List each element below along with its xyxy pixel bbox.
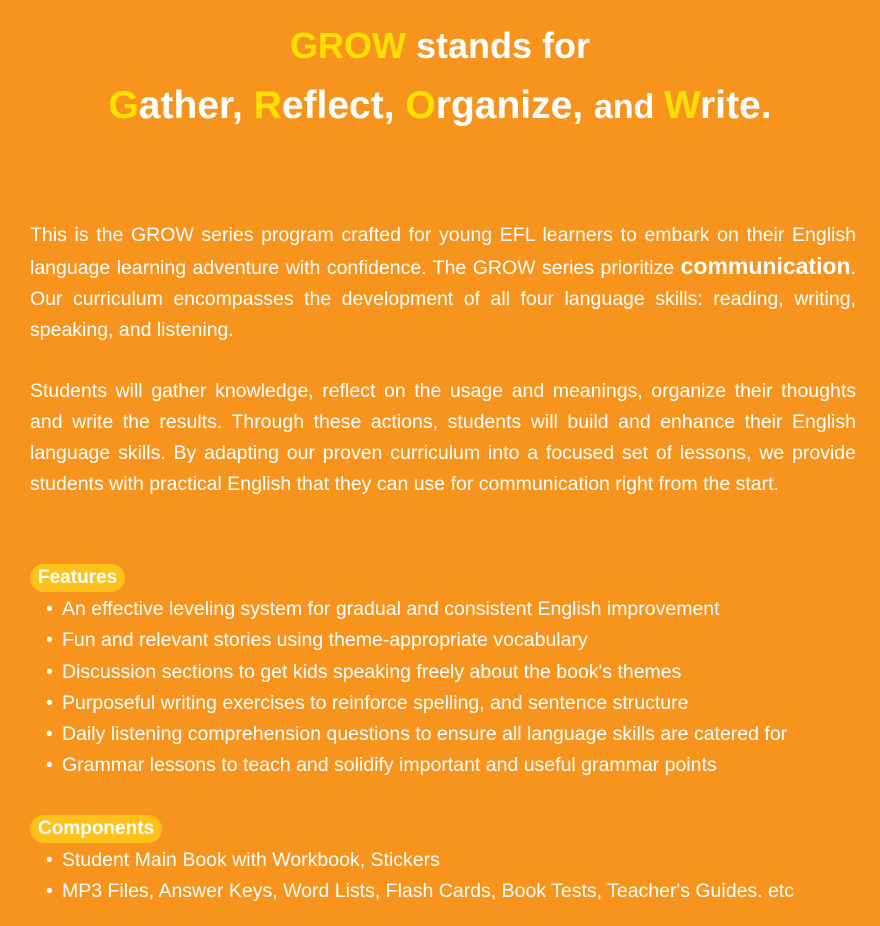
list-item — [46, 594, 787, 625]
feature-text: Discussion sections to get kids speaking freely about the book's themes — [62, 660, 682, 683]
title-line-2 — [0, 80, 880, 133]
bullet-icon: • — [46, 754, 53, 777]
title-word-gather: ather, — [138, 84, 254, 127]
components-heading: Components — [30, 815, 162, 843]
features-list — [46, 594, 787, 782]
bullet-icon: • — [46, 723, 53, 746]
list-item — [46, 625, 787, 656]
title-word-organize: rganize, — [435, 84, 594, 127]
list-item — [46, 657, 787, 688]
component-text: MP3 Files, Answer Keys, Word Lists, Flash Cards, Book Tests, Teacher's Guides. etc — [62, 880, 795, 903]
list-item — [46, 688, 787, 719]
title-initial-w: W — [663, 84, 700, 127]
title-stands-for: stands for — [405, 25, 590, 66]
feature-text: Purposeful writing exercises to reinforce spelling, and sentence structure — [62, 691, 689, 714]
title-initial-r: R — [253, 84, 282, 127]
feature-text: Grammar lessons to teach and solidify important and useful grammar points — [62, 754, 717, 777]
title-initial-g: G — [108, 84, 139, 127]
description-paragraph: Students will gather knowledge, reflect on the usage and meanings, organize their thoughts and write the results. Through these actions, students will build and enhance their English language skills. By adapting our proven curriculum into a focused set of lessons, we provide students with practical English that they can use for communication right from the start. — [30, 380, 856, 495]
bullet-icon: • — [46, 598, 53, 620]
feature-text: An effective leveling system for gradual and consistent English improvement — [62, 598, 720, 620]
components-list — [46, 845, 794, 908]
feature-text: Daily listening comprehension questions to ensure all language skills are catered for — [62, 723, 788, 746]
intro-paragraph — [30, 220, 856, 346]
title-word-and: and — [593, 88, 664, 126]
title-grow: GROW — [289, 25, 406, 66]
intro-text-after: . Our curriculum encompasses the development of all four language skills: reading, writing, speaking, and listening. — [30, 257, 856, 341]
bullet-icon: • — [46, 880, 53, 903]
features-heading: Features — [30, 564, 125, 592]
intro-emphasis: communication — [680, 253, 851, 279]
bullet-icon: • — [46, 691, 53, 714]
list-item — [46, 845, 794, 876]
title-line-1 — [0, 22, 880, 70]
bullet-icon: • — [46, 629, 53, 652]
component-text: Student Main Book with Workbook, Stickers — [62, 849, 440, 871]
feature-text: Fun and relevant stories using theme-appropriate vocabulary — [62, 629, 588, 652]
bullet-icon: • — [46, 660, 53, 683]
list-item — [46, 750, 787, 781]
intro-text-before: This is the GROW series program crafted for young EFL learners to embark on their English language learning adventure with confidence. The GROW series prioritize — [30, 224, 856, 279]
list-item — [46, 719, 787, 750]
list-item — [46, 876, 794, 907]
title-initial-o: O — [405, 84, 436, 127]
title-word-reflect: eflect, — [281, 84, 406, 127]
title-word-write: rite. — [700, 84, 772, 127]
bullet-icon: • — [46, 849, 53, 871]
